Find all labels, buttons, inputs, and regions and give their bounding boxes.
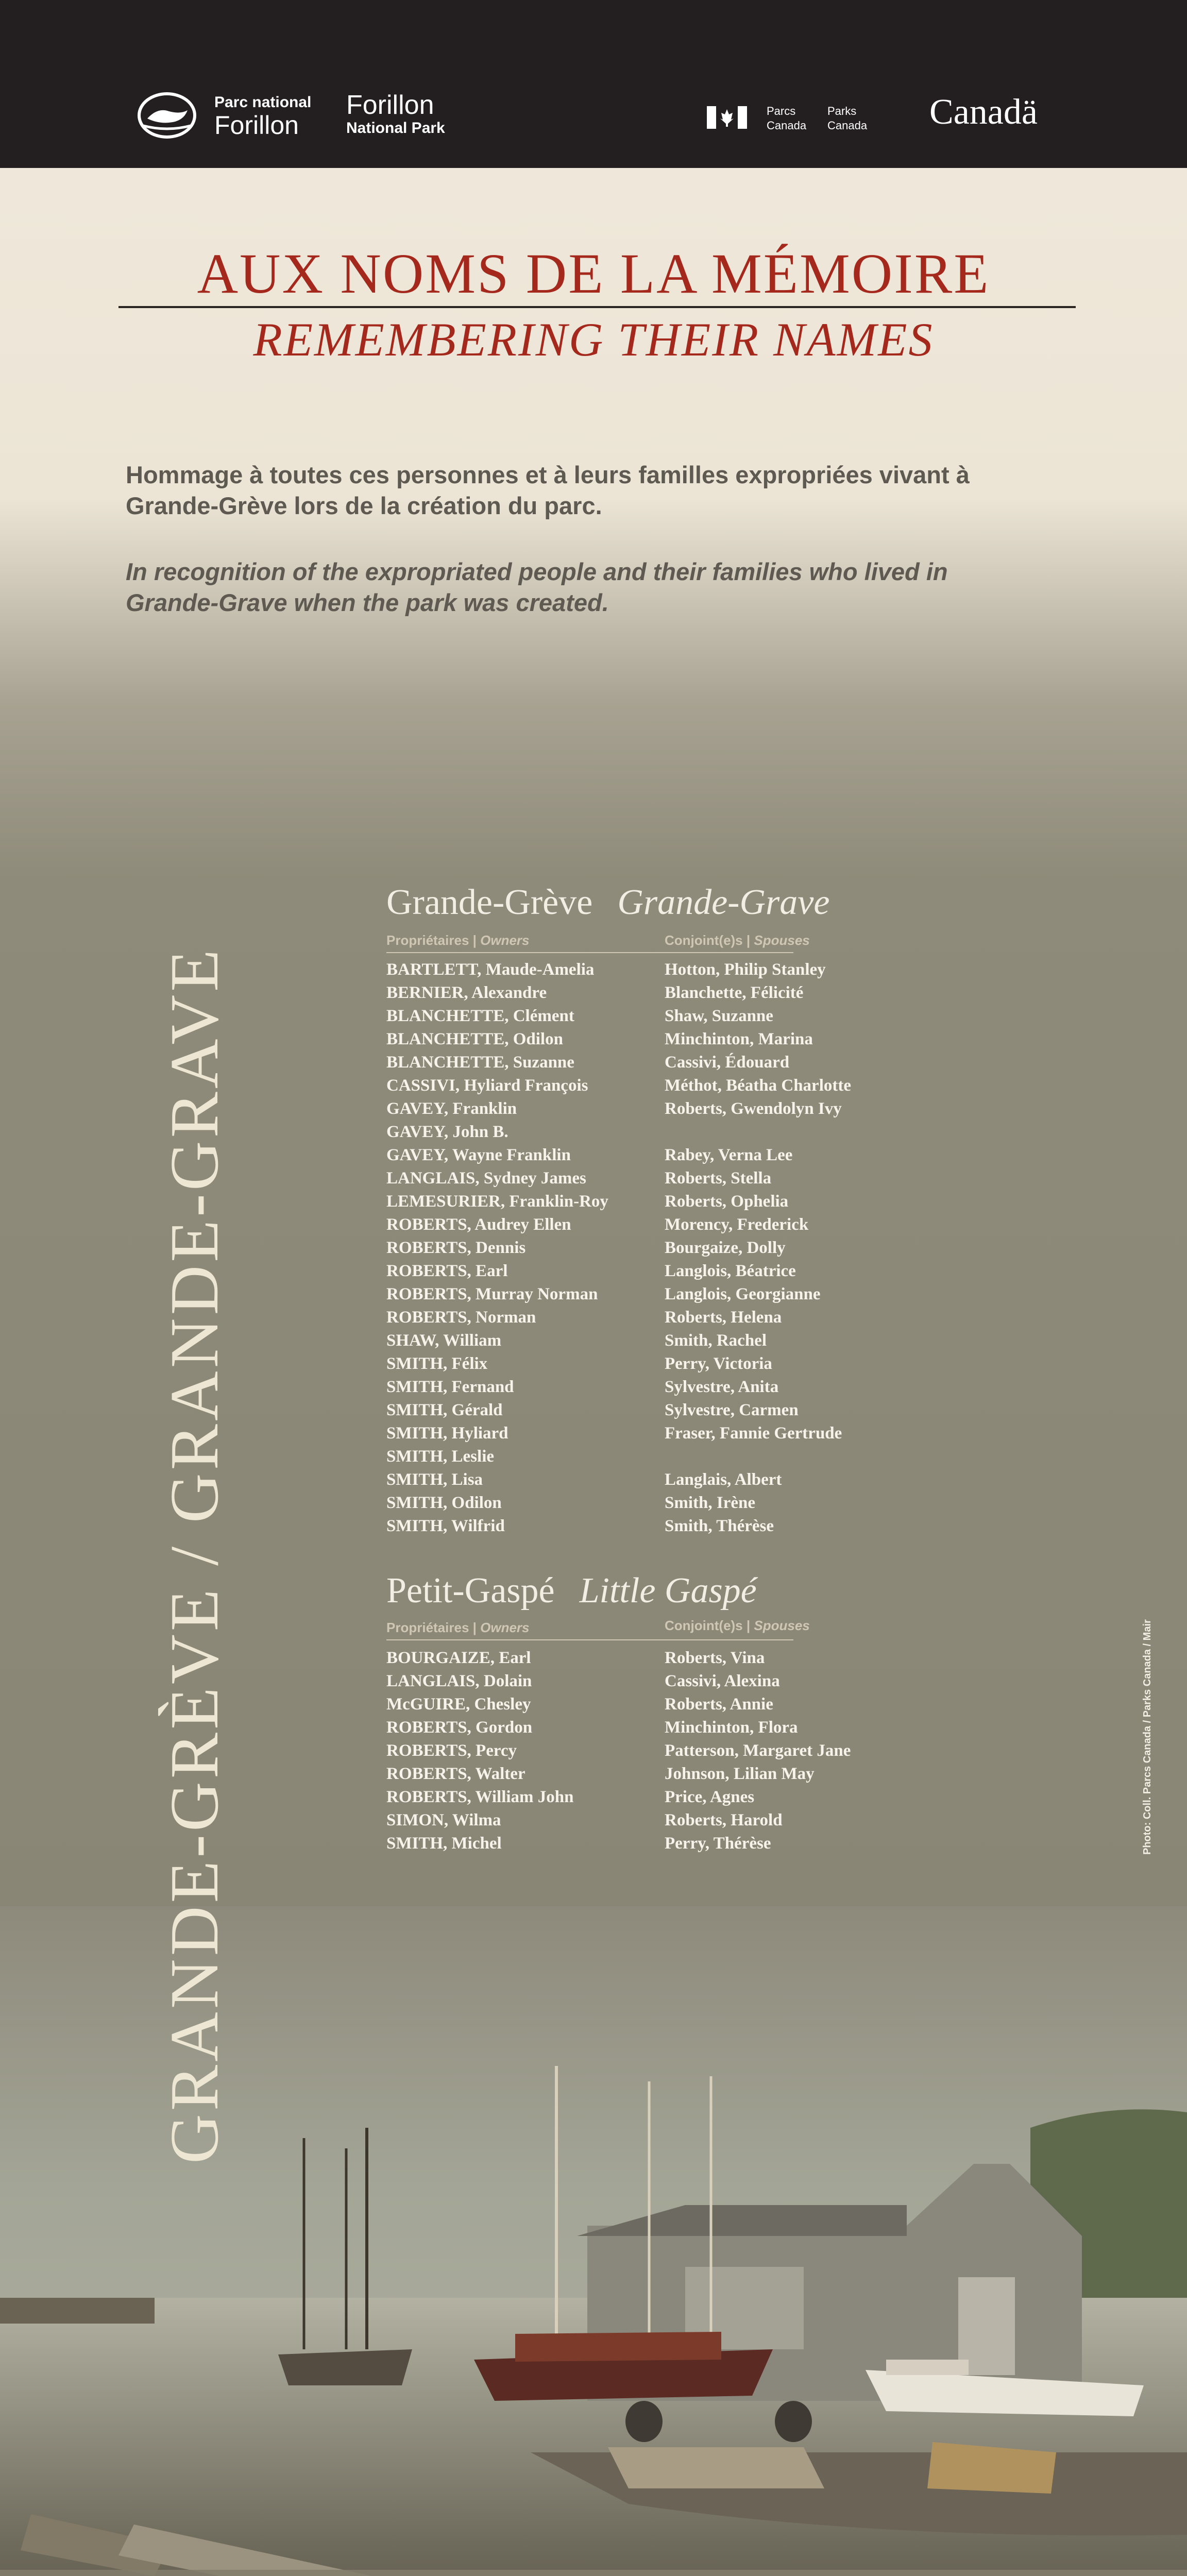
owner-name: ROBERTS, Walter <box>386 1765 525 1783</box>
spouse-name: Smith, Rachel <box>665 1331 767 1350</box>
spouse-name <box>665 1445 851 1468</box>
title-french: AUX NOMS DE LA MÉMOIRE <box>197 242 990 305</box>
spouse-name: Fraser, Fannie Gertrude <box>665 1424 842 1443</box>
spouse-name: Bourgaize, Dolly <box>665 1239 786 1257</box>
spouse-name: Langlois, Béatrice <box>665 1262 796 1280</box>
owners-list <box>386 1647 573 1855</box>
spouse-name: Roberts, Stella <box>665 1169 772 1188</box>
spouse-name: Roberts, Harold <box>665 1811 783 1829</box>
column-divider <box>386 952 793 953</box>
spouse-name: Perry, Thérèse <box>665 1834 771 1853</box>
owner-name: SMITH, Félix <box>386 1354 488 1373</box>
owner-name: BLANCHETTE, Suzanne <box>386 1053 574 1072</box>
spouse-name: Roberts, Helena <box>665 1308 782 1327</box>
owner-name: SMITH, Gérald <box>386 1401 503 1419</box>
spouse-name: Shaw, Suzanne <box>665 1007 773 1025</box>
owner-name: ROBERTS, Audrey Ellen <box>386 1215 571 1234</box>
parks-canada-label: Parks Canada <box>827 105 868 132</box>
title-divider <box>118 306 1076 308</box>
spouse-name: Price, Agnes <box>665 1788 755 1806</box>
owner-name: SHAW, William <box>386 1331 502 1350</box>
owner-name: ROBERTS, Earl <box>386 1262 508 1280</box>
owner-name: CASSIVI, Hyliard François <box>386 1076 588 1095</box>
parcs-canada-label: Parcs Canada <box>767 105 807 132</box>
owner-name: SMITH, Michel <box>386 1834 502 1853</box>
owner-name: SMITH, Leslie <box>386 1447 495 1466</box>
spouse-name: Cassivi, Alexina <box>665 1672 780 1690</box>
spouse-name: Johnson, Lilian May <box>665 1765 815 1783</box>
spouse-name: Roberts, Ophelia <box>665 1192 789 1211</box>
owner-name: BERNIER, Alexandre <box>386 984 547 1002</box>
column-divider <box>386 1639 793 1640</box>
spouse-name: Langlois, Georgianne <box>665 1285 821 1303</box>
canada-flag-icon <box>707 106 747 129</box>
owner-name: LANGLAIS, Dolain <box>386 1672 532 1690</box>
owner-name: BARTLETT, Maude-Amelia <box>386 960 595 979</box>
spouse-name: Smith, Irène <box>665 1494 755 1512</box>
owner-name: BLANCHETTE, Odilon <box>386 1030 563 1048</box>
spouse-name: Patterson, Margaret Jane <box>665 1741 851 1760</box>
spouse-name: Cassivi, Édouard <box>665 1053 790 1072</box>
owner-name: LEMESURIER, Franklin-Roy <box>386 1192 608 1211</box>
owner-name: GAVEY, John B. <box>386 1123 508 1141</box>
owner-name: SMITH, Hyliard <box>386 1424 508 1443</box>
spouse-name: Morency, Frederick <box>665 1215 809 1234</box>
owners-header: Propriétaires | Owners <box>386 1620 530 1635</box>
parc-forillon-label: Forillon <box>214 111 299 140</box>
spouse-name: Sylvestre, Anita <box>665 1378 779 1396</box>
national-park-label: National Park <box>346 120 445 137</box>
intro-french: Hommage à toutes ces personnes et à leurs familles expropriées vivant à Grande-Grève lors de la création du parc. <box>126 461 970 519</box>
spouse-name: Blanchette, Félicité <box>665 984 804 1002</box>
spouse-name <box>665 1121 851 1144</box>
owner-name: BOURGAIZE, Earl <box>386 1649 531 1667</box>
title-english: REMEMBERING THEIR NAMES <box>253 313 934 366</box>
spouse-name: Perry, Victoria <box>665 1354 772 1373</box>
owner-name: SMITH, Odilon <box>386 1494 502 1512</box>
spouses-list <box>665 1647 851 1855</box>
spouse-name: Roberts, Annie <box>665 1695 773 1714</box>
spouses-header: Conjoint(e)s | Spouses <box>665 1618 810 1633</box>
section-title-petit-gaspe: Petit-Gaspé Little Gaspé <box>386 1571 757 1611</box>
owner-name: McGUIRE, Chesley <box>386 1695 531 1714</box>
owner-name: SMITH, Lisa <box>386 1470 483 1489</box>
canada-wordmark: Canadä <box>929 92 1038 132</box>
section-title-grande-greve: Grande-Grève Grande-Grave <box>386 883 830 922</box>
owner-name: GAVEY, Franklin <box>386 1099 517 1118</box>
owner-name: ROBERTS, Gordon <box>386 1718 533 1737</box>
owner-name: ROBERTS, Dennis <box>386 1239 526 1257</box>
owner-name: ROBERTS, William John <box>386 1788 574 1806</box>
owner-name: BLANCHETTE, Clément <box>386 1007 574 1025</box>
owner-name: ROBERTS, Murray Norman <box>386 1285 598 1303</box>
owner-name: SMITH, Fernand <box>386 1378 514 1396</box>
owner-name: LANGLAIS, Sydney James <box>386 1169 586 1188</box>
footer-band <box>0 2570 1187 2576</box>
owner-name: SIMON, Wilma <box>386 1811 501 1829</box>
spouses-header: Conjoint(e)s | Spouses <box>665 933 810 948</box>
spouse-name: Langlais, Albert <box>665 1470 782 1489</box>
beaver-logo-icon <box>137 92 197 139</box>
spouse-name: Sylvestre, Carmen <box>665 1401 799 1419</box>
spouse-name: Rabey, Verna Lee <box>665 1146 793 1164</box>
photo-credit: Photo: Coll. Parcs Canada / Parks Canada / Mair <box>1142 1619 1153 1855</box>
spouse-name: Smith, Thérèse <box>665 1517 774 1535</box>
spouse-name: Méthot, Béatha Charlotte <box>665 1076 852 1095</box>
owner-name: SMITH, Wilfrid <box>386 1517 505 1535</box>
owner-name: ROBERTS, Norman <box>386 1308 536 1327</box>
owners-list <box>386 958 608 1538</box>
spouse-name: Minchinton, Marina <box>665 1030 813 1048</box>
spouse-name: Roberts, Vina <box>665 1649 765 1667</box>
owner-name: ROBERTS, Percy <box>386 1741 517 1760</box>
forillon-label: Forillon <box>346 90 434 120</box>
intro-english: In recognition of the expropriated people and their families who lived in Grande-Grave when the park was created. <box>126 558 948 616</box>
owner-name: GAVEY, Wayne Franklin <box>386 1146 571 1164</box>
spouse-name: Roberts, Gwendolyn Ivy <box>665 1099 842 1118</box>
spouses-list <box>665 958 851 1538</box>
spouse-name: Hotton, Philip Stanley <box>665 960 826 979</box>
parc-national-label: Parc national <box>214 94 312 111</box>
spouse-name: Minchinton, Flora <box>665 1718 798 1737</box>
owners-header: Propriétaires | Owners <box>386 933 530 948</box>
vertical-title: GRANDE-GRÈVE / GRANDE-GRAVE <box>156 946 232 2164</box>
header-bar <box>0 0 1187 168</box>
